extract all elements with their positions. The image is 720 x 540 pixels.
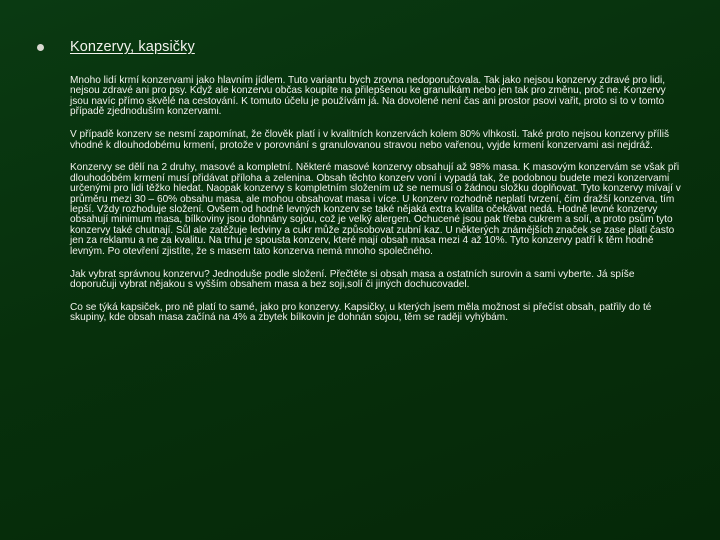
paragraph-pouches: Co se týká kapsiček, pro ně platí to samé, jako pro konzervy. Kapsičky, u kterých jsem měla možnost si přečíst obsah, patřily do té skupiny, kde obsah masa začíná na 4% a zbytek bílkovin je dohnán sojou, těm se raději vyhýbám.	[70, 301, 652, 324]
bullet-icon	[37, 44, 44, 51]
paragraph-types: Konzervy se dělí na 2 druhy, masové a kompletní. Některé masové konzervy obsahují až 98% masa. K masovým konzervám se však při dlouhodobém krmení musí přidávat příloha a zelenina. Obsah těchto konzerv voní i vypadá tak, že podobnou budete mezi konzervami určenými pro lidi těžko hledat. Naopak konzervy s kompletním složením už se nemusí o žádnou složku doplňovat. Tyto konzervy mívají v průměru mezi 30 – 60% obsahu masa, ale mohou obsahovat masa i více. U konzerv rozhodně neplatí tvrzení, čím dražší konzerva, tím lepší. Vždy rozhoduje složení. Ovšem od hodně levných konzerv se také nějaká extra kvalita očekávat nedá. Hodně levné konzervy obsahují minimum masa, bílkoviny jsou dohnány sojou, což je velký alergen. Ochucené jsou pak třeba cukrem a solí, a proto psům tyto konzervy také chutnají. Sůl ale zatěžuje ledviny a cukr může způsobovat zubní kaz. U některých známějších značek se zase platí často jen za reklamu a ne za kvalitu. Na trhu je spousta konzerv, které mají obsah masa mezi 4 až 10%. Tyto konzervy patří k těm hodně levným. Po otevření zjistíte, že s masem tato konzerva nemá mnoho společného.	[70, 162, 681, 257]
slide-title: Konzervy, kapsičky	[70, 39, 195, 55]
paragraph-how-to-choose: Jak vybrat správnou konzervu? Jednoduše podle složení. Přečtěte si obsah masa a ostatních surovin a sami vyberte. Já spíše doporučuji vybrat nějakou s vyšším obsahem masa a bez soji,solí či jiných dochucovadel.	[70, 268, 635, 290]
paragraph-intro: Mnoho lidí krmí konzervami jako hlavním jídlem. Tuto variantu bych zrovna nedoporučovala. Tak jako nejsou konzervy zdravé pro lidi, nejsou zdravé ani pro psy. Když ale konzervu občas koupíte na přilepšenou ke granulkám nebo jen tak pro změnu, proč ne. Konzervy jsou navíc přímo skvělé na cestování. K tomuto účelu je používám já. Na dovolené není čas ani prostor psovi vařit, proto si to v tomto případě zjednoduším konzervami.	[70, 75, 666, 118]
paragraph-moisture: V případě konzerv se nesmí zapomínat, že člověk platí i v kvalitních konzervách kolem 80% vlhkosti. Také proto nejsou konzervy příliš vhodné k dlouhodobému krmení, protože v porovnání s granulovanou stravou nebo vařenou, vyjde krmení konzervami asi nejdráž.	[70, 129, 669, 151]
slide-body	[70, 76, 682, 336]
